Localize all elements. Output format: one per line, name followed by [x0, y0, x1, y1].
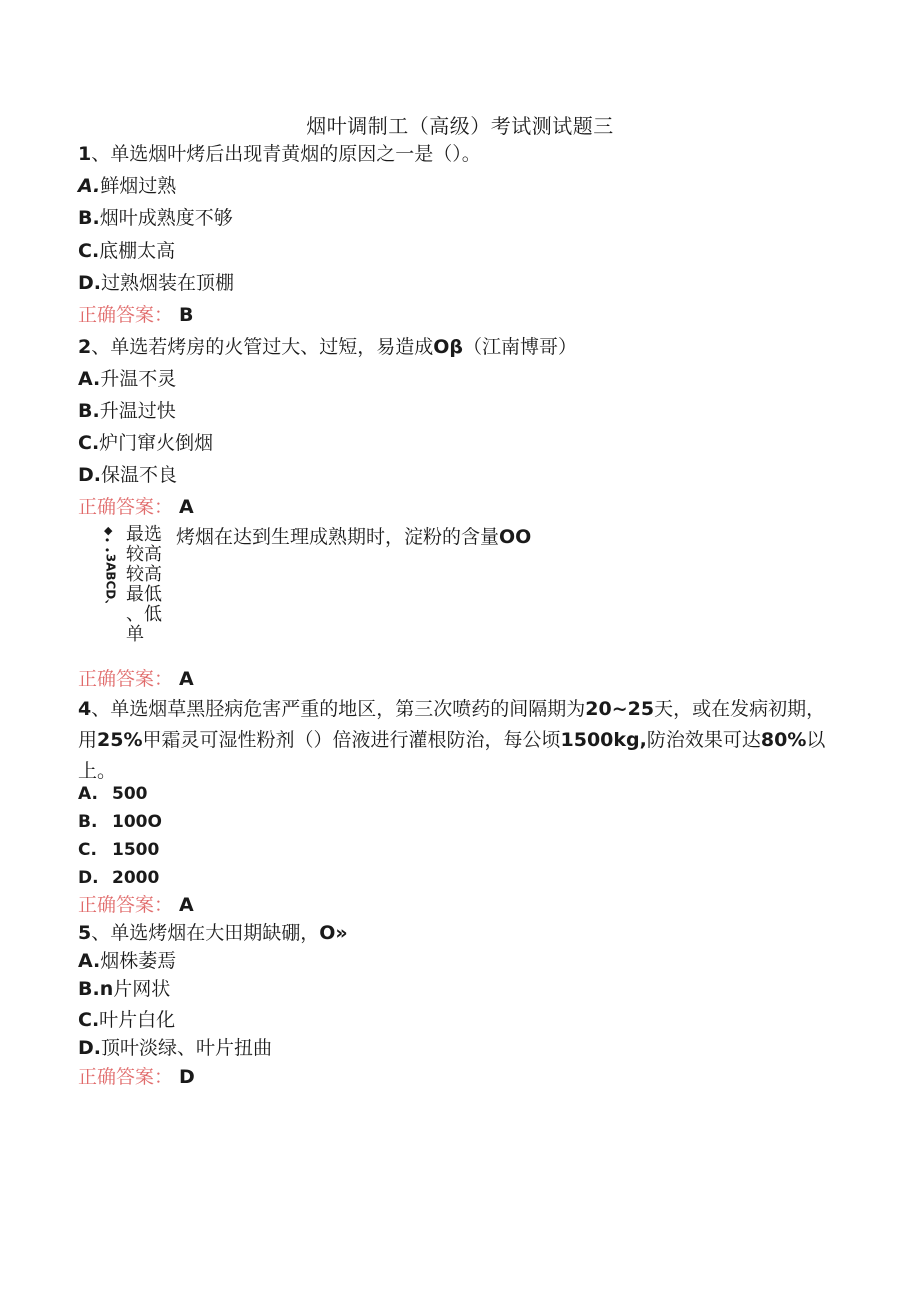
question-1-stem	[78, 141, 481, 167]
rotated-option-letters: 3ABCD、	[103, 553, 118, 612]
question-mark: O»	[319, 922, 348, 944]
answer-line	[78, 892, 194, 918]
option-letter: D.	[78, 464, 101, 486]
option-text: 烟株萎焉	[100, 950, 177, 972]
option-letter: A.	[78, 784, 98, 804]
question-text: 烤烟在达到生理成熟期时，淀粉的含量	[176, 526, 500, 548]
option-letter: C.	[78, 240, 100, 262]
answer-label: 正确答案：	[78, 1066, 174, 1088]
question-text: 、单选烟叶烤后出现青黄烟的原因之一是（）。	[91, 143, 481, 165]
option-text: 片网状	[113, 978, 171, 1000]
question-number: 4	[78, 698, 92, 720]
option-letter: A.	[78, 175, 101, 197]
option-text: 烟叶成熟度不够	[99, 207, 233, 229]
number-value: 80%	[760, 729, 807, 751]
option-a	[78, 173, 176, 199]
number-value: 20~25	[585, 698, 655, 720]
option-letter: D.	[78, 868, 99, 888]
question-number: 1	[78, 143, 92, 165]
bullet-marks: ◆ • •	[104, 524, 113, 557]
option-d	[78, 462, 177, 488]
question-3-vertical-options	[126, 525, 166, 645]
option-b	[78, 976, 170, 1002]
option-text: 升温过快	[99, 400, 176, 422]
vertical-text: 单	[126, 624, 144, 645]
answer-label: 正确答案：	[78, 668, 174, 690]
option-letter: B.	[78, 207, 100, 229]
option-a	[78, 948, 176, 974]
question-mark: OO	[499, 526, 532, 548]
question-text-suffix: （江南博哥）	[463, 336, 578, 358]
option-text: 顶叶淡绿、叶片扭曲	[101, 1037, 273, 1059]
answer-value: A	[179, 894, 194, 916]
option-text: 2000	[112, 868, 160, 888]
question-mark: Oβ	[433, 336, 464, 358]
question-text: 、单选烟草黑胫病危害严重的地区，第三次喷药的间隔期为	[91, 698, 586, 720]
vertical-text: 较高	[126, 564, 162, 585]
question-text: 、单选若烤房的火管过大、过短，易造成	[91, 336, 434, 358]
question-number: 5	[78, 922, 92, 944]
option-letter: C.	[78, 1009, 100, 1031]
vertical-text: 最选	[126, 524, 162, 545]
option-letter: C.	[78, 840, 97, 860]
option-letter: D.	[78, 1037, 101, 1059]
question-5-stem	[78, 920, 348, 946]
vertical-text: 最低	[126, 584, 162, 605]
answer-label: 正确答案：	[78, 304, 174, 326]
question-3-stem	[176, 524, 531, 550]
option-text: 100O	[112, 812, 162, 832]
option-letter: A.	[78, 950, 101, 972]
question-3-marker	[104, 526, 118, 616]
option-b	[78, 398, 176, 424]
question-text: 以上。	[78, 729, 826, 782]
answer-value: D	[179, 1066, 195, 1088]
vertical-text: 较高	[126, 544, 162, 565]
option-d	[78, 865, 159, 891]
option-garbled-char: n	[99, 978, 114, 1000]
question-text: 防治效果可达	[646, 729, 761, 751]
question-number: 2	[78, 336, 92, 358]
option-text: 过熟烟装在顶棚	[101, 272, 235, 294]
answer-line	[78, 494, 194, 520]
answer-value: B	[179, 304, 194, 326]
question-text: 天，或在发病初期，用	[78, 698, 826, 751]
answer-value: A	[179, 496, 194, 518]
option-letter: B.	[78, 400, 100, 422]
question-text: 、单选烤烟在大田期缺硼，	[91, 922, 320, 944]
answer-line	[78, 666, 194, 692]
vertical-text: 、低	[126, 604, 162, 625]
option-c	[78, 238, 175, 264]
option-b	[78, 205, 233, 231]
answer-line	[78, 302, 194, 328]
option-c	[78, 837, 159, 863]
option-letter: C.	[78, 432, 100, 454]
option-text: 炉门窜火倒烟	[99, 432, 214, 454]
option-text: 保温不良	[101, 464, 178, 486]
option-c	[78, 1007, 175, 1033]
option-letter: B.	[78, 812, 98, 832]
option-text: 500	[112, 784, 148, 804]
option-d	[78, 270, 234, 296]
option-text: 升温不灵	[100, 368, 177, 390]
option-text: 鲜烟过熟	[100, 175, 177, 197]
option-letter: D.	[78, 272, 101, 294]
answer-value: A	[179, 668, 194, 690]
option-letter: A.	[78, 368, 101, 390]
option-letter: B.	[78, 978, 100, 1000]
option-a	[78, 781, 148, 807]
answer-label: 正确答案：	[78, 894, 174, 916]
option-text: 1500	[112, 840, 160, 860]
answer-line	[78, 1064, 195, 1090]
number-value: 25%	[97, 729, 143, 751]
option-text: 叶片白化	[99, 1009, 176, 1031]
option-text: 底棚太高	[99, 240, 176, 262]
question-text: 甲霜灵可湿性粉剂（）倍液进行灌根防治，每公顷	[142, 729, 561, 751]
option-b	[78, 809, 162, 835]
option-c	[78, 430, 213, 456]
number-value: 1500kg,	[560, 729, 647, 751]
question-2-stem	[78, 334, 577, 360]
answer-label: 正确答案：	[78, 496, 174, 518]
document-title: 烟叶调制工（高级）考试测试题三	[306, 114, 614, 138]
question-4-stem	[78, 694, 838, 787]
option-a	[78, 366, 176, 392]
option-d	[78, 1035, 272, 1061]
